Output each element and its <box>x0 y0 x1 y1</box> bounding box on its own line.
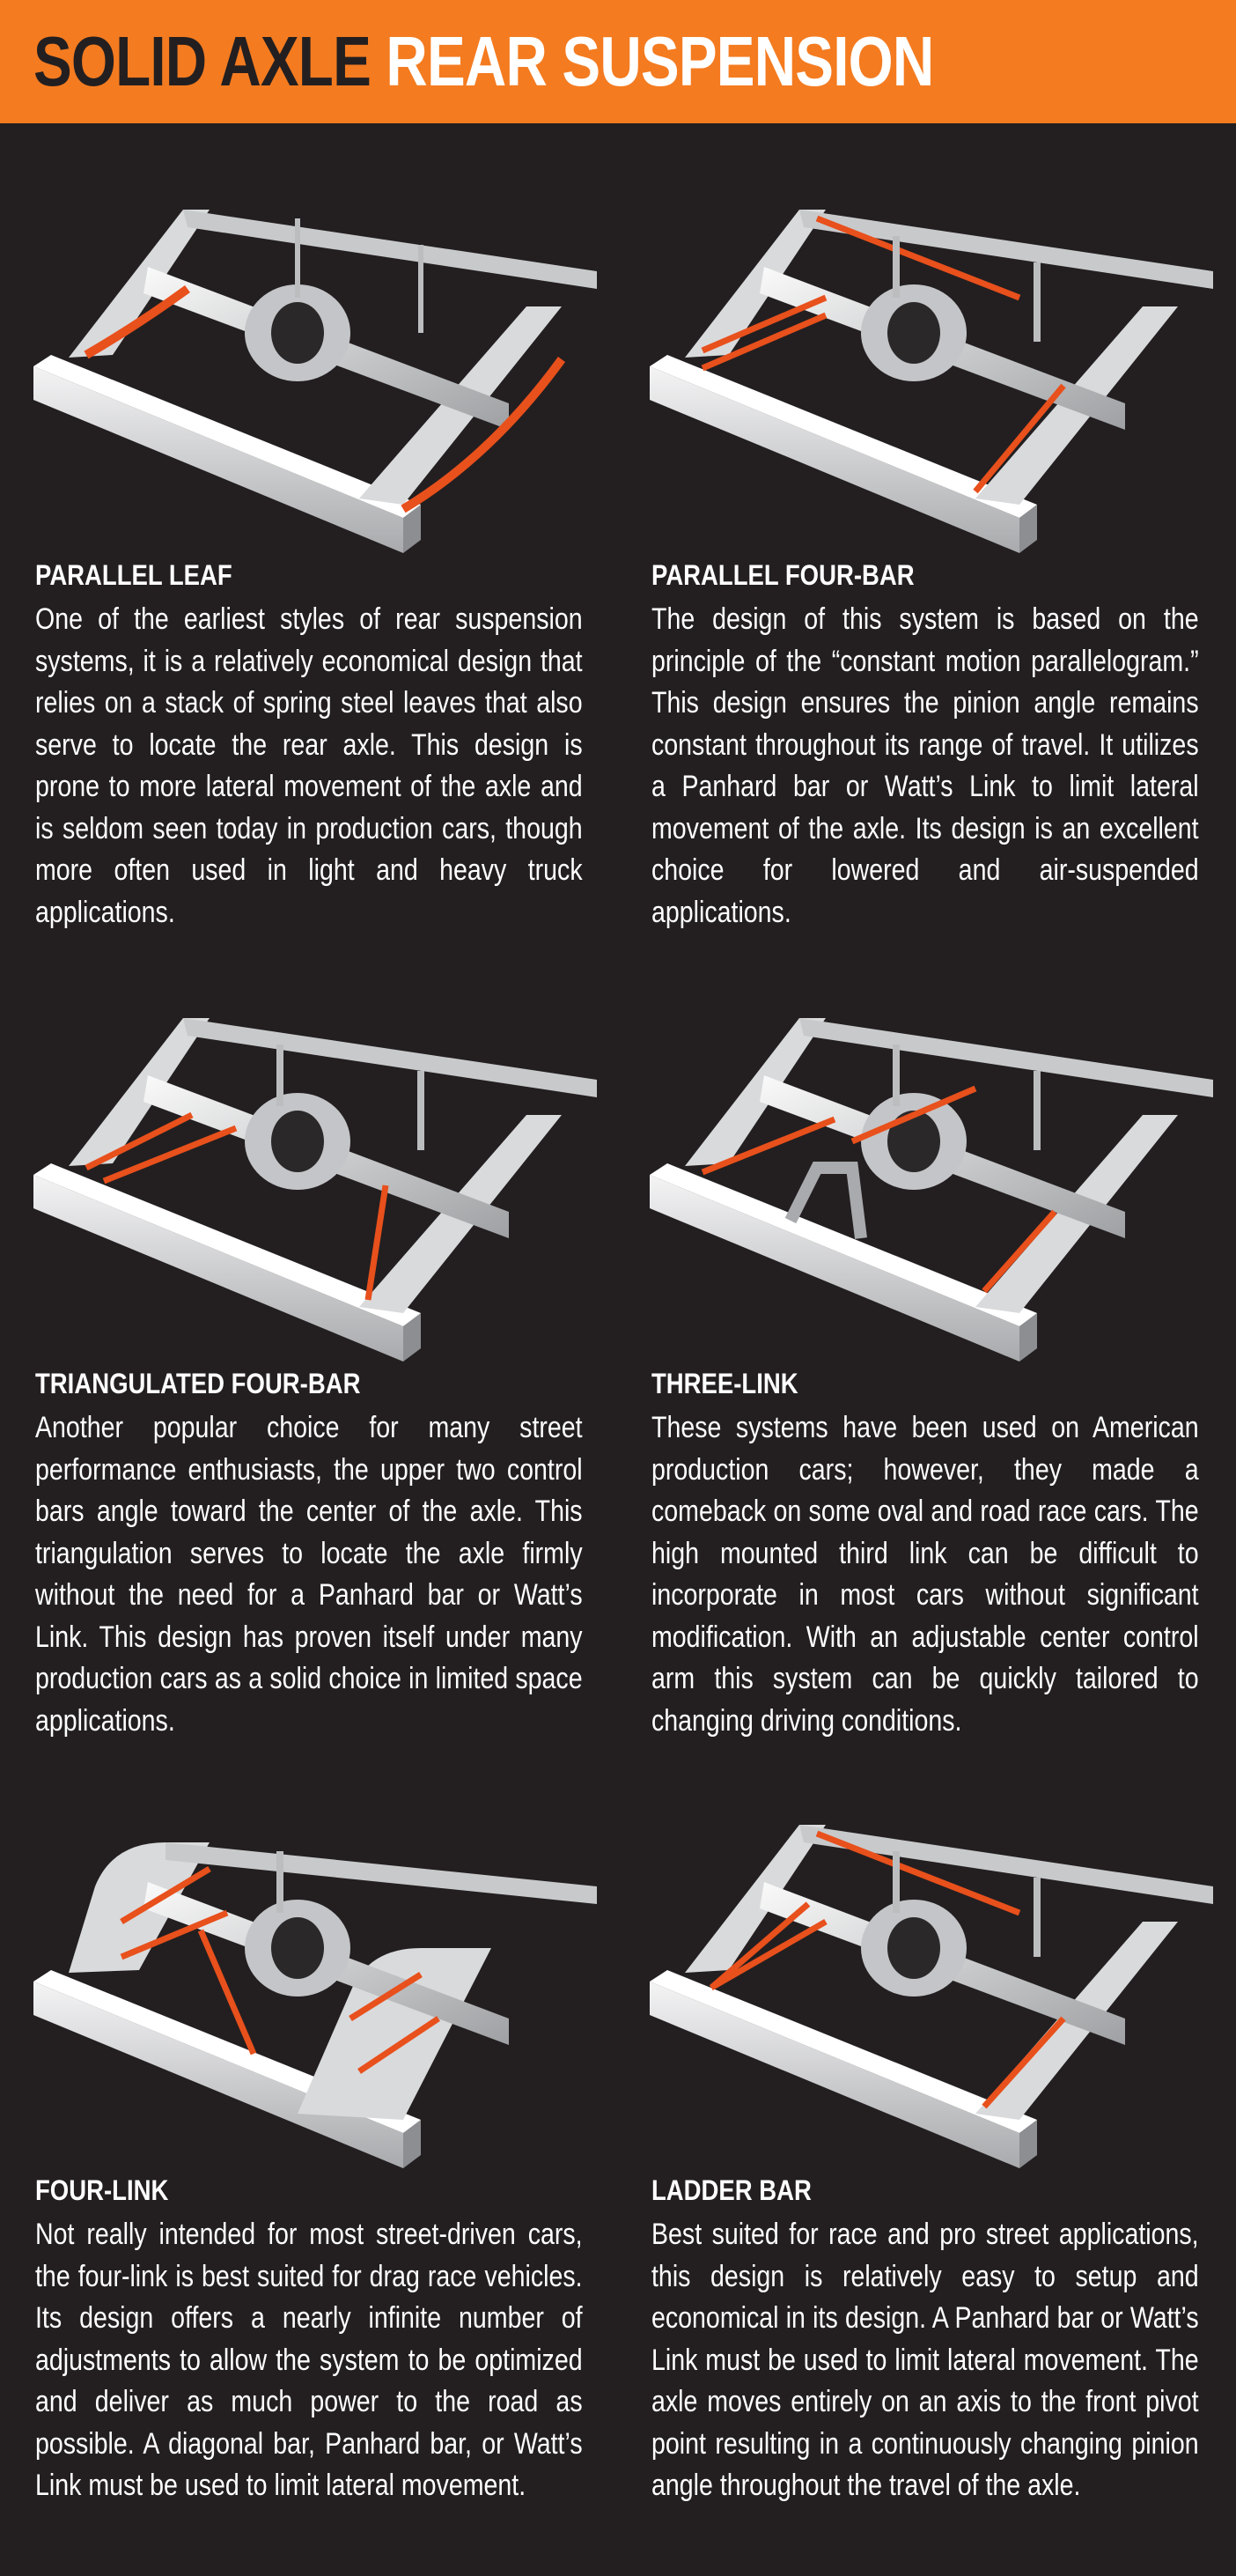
section-body: The design of this system is based on the principle of the “constant motion parallelogram.” This design ensures the pinion angle remains constant throughout its range of travel. It utilizes a Panhard bar or Watt’s Link to limit lateral movement of the axle. Its design is an excellent choice for lowered and air-suspended applications. <box>651 602 1199 929</box>
parallel-leaf-diagram <box>33 201 597 579</box>
section-body: One of the earliest styles of rear suspension systems, it is a relatively economical design that relies on a stack of spring steel leaves that also serve to locate the rear axle. This design is prone to more lateral movement of the axle and is seldom seen today in production cars, though more often used in light and heavy truck applications. <box>35 602 583 929</box>
section-title: PARALLEL LEAF <box>35 559 232 591</box>
four-link-diagram <box>33 1816 597 2195</box>
section-title: TRIANGULATED FOUR-BAR <box>35 1368 361 1399</box>
section-body: Best suited for race and pro street applications, this design is relatively easy to setup and economical in its design. A Panhard bar or Watt’s Link must be used to limit lateral movement. The axle moves entirely on an axis to the front pivot point resulting in a continuously changing pinion angle throughout the travel of the axle. <box>651 2218 1199 2502</box>
ladder-bar-illustration <box>650 1816 1213 2195</box>
section-title: LADDER BAR <box>651 2174 812 2206</box>
section-title: PARALLEL FOUR-BAR <box>651 559 915 591</box>
page-title <box>33 22 934 100</box>
ladder-bar-diagram <box>650 1816 1213 2195</box>
parallel-leaf-illustration <box>33 201 597 579</box>
four-link-illustration <box>33 1816 597 2195</box>
three-link-illustration <box>650 1009 1213 1388</box>
rear-crossmember <box>183 210 597 289</box>
parallel-four-bar-illustration <box>650 201 1213 579</box>
triangulated-four-bar-diagram <box>33 1009 597 1388</box>
three-link-diagram <box>650 1009 1213 1388</box>
section-body: Another popular choice for many street performance enthusiasts, the upper two control bars angle toward the center of the axle. This triangulation serves to locate the axle firmly without the need for a Panhard bar or Watt’s Link. This design has proven itself under many production cars as a solid choice in limited space applications. <box>35 1411 583 1738</box>
section-title: FOUR-LINK <box>35 2174 169 2206</box>
frame-crossmember <box>33 366 403 553</box>
section-body: These systems have been used on American production cars; however, they made a comeback on some oval and road race cars. The high mounted third link can be difficult to incorporate in most cars without significant modification. With an adjustable center control arm this system can be quickly tailored to changing driving conditions. <box>651 1411 1199 1738</box>
header-bar <box>0 0 1236 123</box>
section-title: THREE-LINK <box>651 1368 798 1399</box>
triangulated-four-bar-illustration <box>33 1009 597 1388</box>
title-part-white: REAR SUSPENSION <box>386 22 934 100</box>
section-body: Not really intended for most street-driven cars, the four-link is best suited for drag race vehicles. Its design offers a nearly infinite number of adjustments to allow the system to be optimized and deliver as much power to the road as possible. A diagonal bar, Panhard bar, or Watt’s Link must be used to limit lateral movement. <box>35 2218 583 2502</box>
parallel-four-bar-diagram <box>650 201 1213 579</box>
title-part-dark: SOLID AXLE <box>33 22 372 100</box>
